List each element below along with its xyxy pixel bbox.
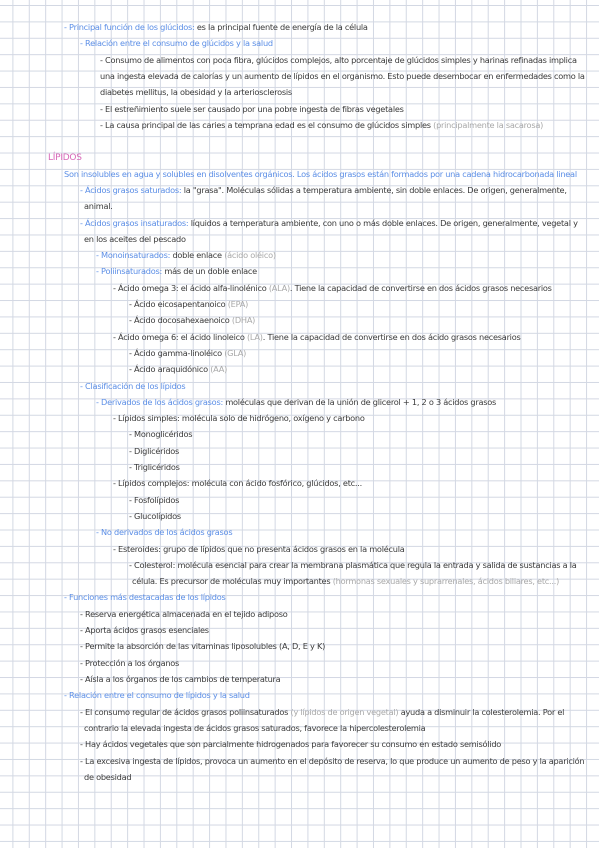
poliinsaturados: - Poliinsaturados: más de un doble enlace — [96, 266, 257, 276]
omega3: - Ácido omega 3: el ácido alfa-linolénico (ALA). Tiene la capacidad de convertirse en dos ácidos grasos necesarios — [113, 283, 552, 293]
colesterol: - Colesterol: molécula esencial para crear la membrana plasmática que regula la entrada y salida de sustancias a la — [129, 560, 577, 570]
aa: - Ácido araquidónico (AA) — [129, 364, 228, 374]
lipidos-complejos: - Lípidos complejos: molécula con ácido fosfórico, glúcidos, etc... — [113, 478, 362, 488]
glucidos-estrenimiento: - El estreñimiento suele ser causado por una pobre ingesta de fibras vegetales — [100, 104, 404, 114]
colesterol: célula. Es precursor de moléculas muy importantes (hormonas sexuales y suprarrenales, ácidos biliares, etc...) — [132, 576, 560, 586]
trigliceridos: - Triglicéridos — [129, 462, 180, 472]
derivados: - Derivados de los ácidos grasos: moléculas que derivan de la unión de glicerol + 1, 2 o 3 ácidos grasos — [96, 397, 497, 407]
relacion-item: - La excesiva ingesta de lípidos, provoca un aumento en el depósito de reserva, lo que produce un aumento de peso y la aparición — [80, 756, 585, 766]
no-derivados-heading: - No derivados de los ácidos grasos — [96, 527, 233, 537]
lipidos-relacion-heading: - Relación entre el consumo de lípidos y la salud — [64, 690, 250, 700]
glucolipidos: - Glucolípidos — [129, 511, 181, 521]
relacion-item: de obesidad — [84, 772, 132, 782]
gla: - Ácido gamma-linoléico (GLA) — [129, 348, 247, 358]
glucidos-relacion-heading: - Relación entre el consumo de glúcidos y la salud — [80, 38, 273, 48]
esteroides: - Esteroides: grupo de lípidos que no presenta ácidos grasos en la molécula — [113, 544, 405, 554]
glucidos-funcion-heading: - Principal función de los glúcidos: — [64, 22, 195, 32]
relacion-item: - El consumo regular de ácidos grasos poliinsaturados (y lípidos de origen vegetal) ayuda a disminuir la colesterolemia. Por el — [80, 707, 565, 717]
funciones-heading: - Funciones más destacadas de los lípidos — [64, 592, 226, 602]
clasificacion-heading: - Clasificación de los lípidos — [80, 381, 186, 391]
dha: - Ácido docosahexaenoico (DHA) — [129, 315, 256, 325]
funcion-item: - Aísla a los órganos de los cambios de temperatura — [80, 674, 281, 684]
insaturados-line: - Ácidos grasos insaturados: líquidos a temperatura ambiente, con uno o más doble enlaces. De origen, generalmente, vegetal y — [80, 218, 578, 228]
insaturados-line: en los aceites del pescado — [84, 234, 186, 244]
funcion-item: - Protección a los órganos — [80, 658, 180, 668]
glucidos-consumo-line: diabetes mellitus, la obesidad y la arteriosclerosis — [100, 87, 292, 97]
lipidos-simples: - Lípidos simples: molécula solo de hidrógeno, oxígeno y carbono — [113, 413, 365, 423]
relacion-item: - Hay ácidos vegetales que son parcialmente hidrogenados para favorecer su consumo en estado semisólido — [80, 739, 502, 749]
glucidos-consumo-line: una ingesta elevada de calorías y un aumento de lípidos en el organismo. Esto puede desembocar en enfermedades como la — [100, 71, 585, 81]
funcion-item: - Aporta ácidos grasos esenciales — [80, 625, 209, 635]
monoinsaturados: - Monoinsaturados: doble enlace (ácido oléico) — [96, 250, 276, 260]
glucidos-caries: - La causa principal de las caries a temprana edad es el consumo de glúcidos simples (principalmente la sacarosa) — [100, 120, 544, 130]
relacion-item: contrario la elevada ingesta de ácidos grasos saturados, favorece la hipercolesterolemia — [84, 723, 426, 733]
glucidos-funcion: - Principal función de los glúcidos: es la principal fuente de energía de la célula — [64, 22, 368, 32]
funcion-item: - Permite la absorción de las vitaminas liposolubles (A, D, E y K) — [80, 641, 326, 651]
saturados-line: animal. — [84, 201, 113, 211]
glucidos-consumo-line: - Consumo de alimentos con poca fibra, glúcidos complejos, alto porcentaje de glúcidos simples y harinas refinadas implica — [100, 55, 577, 65]
funcion-item: - Reserva energética almacenada en el tejido adiposo — [80, 609, 288, 619]
monogliceridos: - Monoglicéridos — [129, 429, 193, 439]
lipidos-intro: Son insolubles en agua y solubles en disolventes orgánicos. Los ácidos grasos están formados por una cadena hidrocarbonada lineal — [64, 169, 577, 179]
digliceridos: - Diglicéridos — [129, 446, 180, 456]
epa: - Ácido eicosapentanoico (EPA) — [129, 299, 249, 309]
lipidos-title: LÍPIDOS — [48, 153, 82, 163]
omega6: - Ácido omega 6: el ácido linoleico (LA). Tiene la capacidad de convertirse en dos ácido grasos necesarios — [113, 332, 521, 342]
saturados-line: - Ácidos grasos saturados: la "grasa". Moléculas sólidas a temperatura ambiente, sin doble enlaces. De origen, generalmente, — [80, 185, 567, 195]
fosfolipidos: - Fosfolípidos — [129, 495, 180, 505]
